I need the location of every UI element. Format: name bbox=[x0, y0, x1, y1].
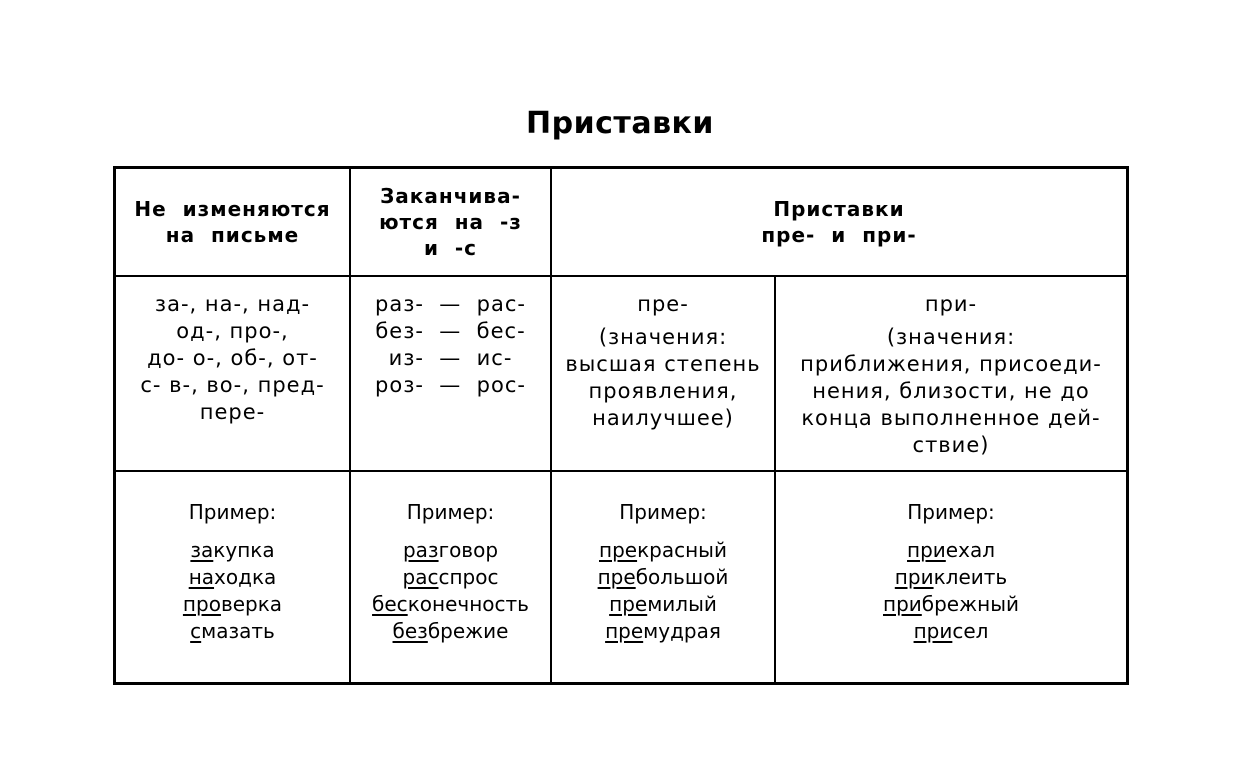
example-word bbox=[605, 618, 721, 645]
rule-line: из- — ис- bbox=[388, 346, 513, 370]
example-prefix: при bbox=[894, 565, 934, 589]
example-rest: красный bbox=[637, 538, 727, 562]
example-rest: брежный bbox=[921, 592, 1019, 616]
example-word bbox=[883, 591, 1019, 618]
example-prefix: на bbox=[188, 565, 215, 589]
example-word bbox=[895, 564, 1007, 591]
header-pre-pri bbox=[552, 169, 1126, 275]
example-rest: мазать bbox=[201, 619, 275, 643]
example-prefix: за bbox=[190, 538, 214, 562]
rule-z-s bbox=[351, 277, 550, 470]
example-word bbox=[190, 618, 275, 645]
example-word bbox=[598, 564, 729, 591]
prefix-table bbox=[113, 166, 1129, 685]
example-word bbox=[183, 591, 282, 618]
rule-unchanged bbox=[116, 277, 349, 470]
example-prefix: без bbox=[392, 619, 428, 643]
rule-pre bbox=[552, 277, 774, 470]
header-unchanged bbox=[116, 169, 349, 275]
example-rest: ходка bbox=[214, 565, 277, 589]
rule-line: (значения: bbox=[598, 325, 728, 349]
example-rest: большой bbox=[635, 565, 729, 589]
example-prefix: при bbox=[907, 538, 946, 562]
rule-line: ствие) bbox=[912, 433, 990, 457]
rule-line: за-, на-, над- bbox=[154, 292, 311, 316]
header-line: Заканчива- bbox=[380, 184, 521, 208]
example-rest: верка bbox=[220, 592, 283, 616]
example-word bbox=[403, 564, 499, 591]
example-label: Пример: bbox=[188, 500, 277, 524]
header-line: пре- и при- bbox=[761, 223, 917, 247]
rule-line: проявления, bbox=[588, 379, 738, 403]
example-word bbox=[609, 591, 717, 618]
example-rest: купка bbox=[213, 538, 275, 562]
rule-line: до- о-, об-, от- bbox=[147, 346, 318, 370]
example-label: Пример: bbox=[406, 500, 495, 524]
example-rest: конечность bbox=[407, 592, 529, 616]
example-label: Пример: bbox=[619, 500, 707, 524]
example-prefix: пре bbox=[597, 565, 636, 589]
rule-line: конца выполненное дей- bbox=[801, 406, 1101, 430]
example-rest: клеить bbox=[933, 565, 1008, 589]
example-prefix: раз bbox=[402, 538, 439, 562]
example-word bbox=[190, 537, 274, 564]
rule-prefix-name: пре- bbox=[637, 292, 689, 316]
rule-line: наилучшее) bbox=[592, 406, 734, 430]
header-line: ются на -з bbox=[379, 210, 522, 234]
rule-line: без- — бес- bbox=[375, 319, 526, 343]
example-prefix: пре bbox=[599, 538, 638, 562]
example-word bbox=[372, 591, 529, 618]
rule-line: пере- bbox=[199, 400, 266, 424]
example-rest: сел bbox=[952, 619, 989, 643]
examples-unchanged bbox=[116, 472, 349, 682]
example-rest: говор bbox=[438, 538, 499, 562]
rule-line: роз- — рос- bbox=[375, 373, 526, 397]
example-rest: ехал bbox=[945, 538, 995, 562]
examples-pri bbox=[776, 472, 1126, 682]
example-word bbox=[393, 618, 509, 645]
rule-line: (значения: bbox=[886, 325, 1016, 349]
rule-pri bbox=[776, 277, 1126, 470]
example-rest: брежие bbox=[427, 619, 509, 643]
example-word bbox=[914, 618, 989, 645]
example-rest: спрос bbox=[438, 565, 499, 589]
example-word bbox=[907, 537, 995, 564]
rule-line: с- в-, во-, пред- bbox=[140, 373, 325, 397]
header-z-s bbox=[351, 169, 550, 275]
header-line: Приставки bbox=[773, 197, 905, 221]
example-rest: милый bbox=[647, 592, 717, 616]
example-prefix: пре bbox=[609, 592, 648, 616]
example-word bbox=[403, 537, 498, 564]
example-word bbox=[189, 564, 277, 591]
example-prefix: бес bbox=[372, 592, 408, 616]
page-title: Приставки bbox=[526, 106, 714, 141]
example-prefix: про bbox=[182, 592, 221, 616]
example-label: Пример: bbox=[907, 500, 995, 524]
example-word bbox=[599, 537, 727, 564]
rule-line: раз- — рас- bbox=[375, 292, 526, 316]
rule-line: од-, про-, bbox=[176, 319, 289, 343]
examples-z-s bbox=[351, 472, 550, 682]
examples-pre bbox=[552, 472, 774, 682]
rule-line: приближения, присоеди- bbox=[800, 352, 1102, 376]
example-prefix: пре bbox=[605, 619, 644, 643]
example-prefix: с bbox=[190, 619, 202, 643]
header-line: и -с bbox=[423, 236, 478, 260]
example-prefix: рас bbox=[402, 565, 439, 589]
rule-line: высшая степень bbox=[565, 352, 761, 376]
example-prefix: при bbox=[913, 619, 953, 643]
rule-line: нения, близости, не до bbox=[812, 379, 1090, 403]
example-prefix: при bbox=[883, 592, 922, 616]
rule-prefix-name: при- bbox=[924, 292, 978, 316]
example-rest: мудрая bbox=[643, 619, 721, 643]
header-line: на письме bbox=[165, 223, 300, 247]
header-line: Не изменяются bbox=[134, 197, 331, 221]
